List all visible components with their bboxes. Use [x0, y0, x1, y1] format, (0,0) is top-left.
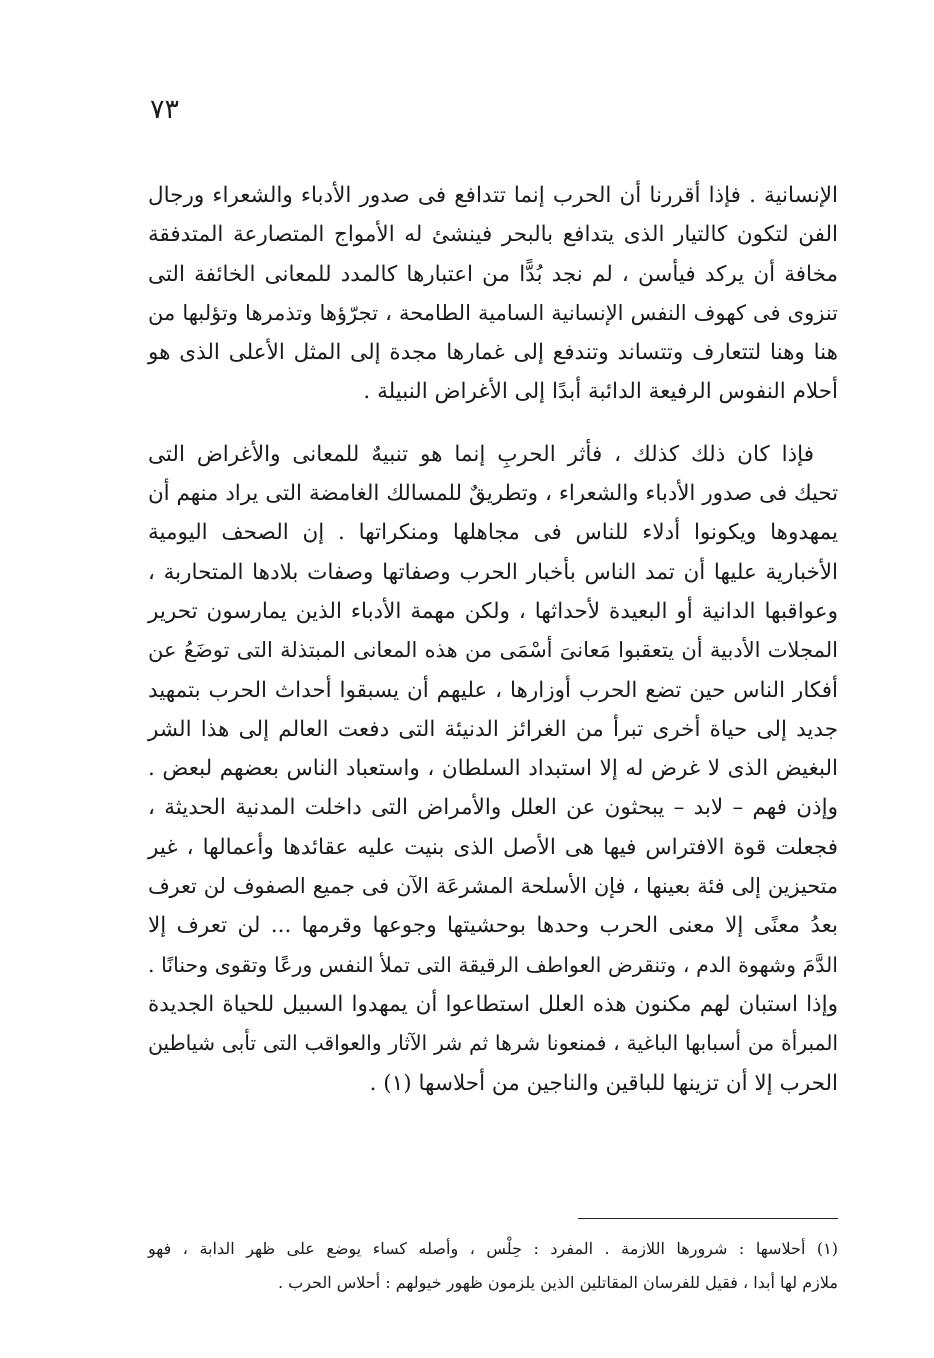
- text-line: فجعلت قوة الافتراس فيها هى الأصل الذى بنيت عليه عقائدها وأعمالها ، غير: [148, 834, 838, 860]
- text-line: وإذن فهم – لابد – يبحثون عن العلل والأمراض التى داخلت المدنية الحديثة ،: [148, 795, 838, 821]
- text-line: جديد إلى حياة أخرى تبرأ من الغرائز الدنيئة التى دفعت العالم إلى هذا الشر: [148, 716, 838, 742]
- footnote-line: ملازم لها أبدا ، فقيل للفرسان المقاتلين الذين يلزمون ظهور خيولهم : أحلاس الحرب .: [277, 1273, 838, 1292]
- text-line: البغيض الذى لا غرض له إلا استبداد السلطان ، واستعباد الناس بعضهم لبعض .: [148, 756, 838, 782]
- text-line: الفن لتكون كالتيار الذى يتدافع بالبحر فينشئ له الأمواج المتصارعة المتدفقة: [148, 222, 838, 248]
- text-line: وإذا استبان لهم مكنون هذه العلل استطاعوا أن يمهدوا السبيل للحياة الجديدة: [148, 991, 838, 1017]
- text-line: الدَّمَ وشهوة الدم ، وتنقرض العواطف الرقيقة التى تملأ النفس ورعًا وتقوى وحنانًا .: [148, 952, 838, 977]
- text-line: بعدُ معنًى إلا معنى الحرب وحدها بوحشيتها وجوعها وقرمها ... لن تعرف إلا: [148, 913, 838, 939]
- text-line: المبرأة من أسبابها الباغية ، فمنعونا شرها ثم شر الآثار والعواقب التى تأبى شياطين: [148, 1031, 838, 1056]
- text-line: أفكار الناس حين تضع الحرب أوزارها ، عليهم أن يسبقوا أحداث الحرب بتمهيد: [148, 677, 838, 703]
- text-line: فإذا كان ذلك كذلك ، فأثر الحربِ إنما هو تنبيهٌ للمعانى والأغراض التى: [148, 441, 814, 467]
- text-line: المجلات الأدبية أن يتعقبوا مَعانىَ أسْمَى من هذه المعانى المبتذلة التى توضَعُ عن: [148, 638, 838, 663]
- text-line: أحلام النفوس الرفيعة الدائبة أبدًا إلى الأغراض النبيلة .: [363, 379, 838, 405]
- text-line: الإنسانية . فإذا أقررنا أن الحرب إنما تتدافع فى صدور الأدباء والشعراء ورجال: [148, 183, 838, 208]
- text-line: تحيك فى صدور الأدباء والشعراء ، وتطريقٌ للمسالك الغامضة التى يراد منهم أن: [148, 481, 838, 507]
- footnote-line: (١) أحلاسها : شرورها اللازمة . المفرد : حِلْس ، وأصله كساء يوضع على ظهر الدابة ، فهو: [148, 1239, 838, 1258]
- footnote: [148, 1232, 838, 1300]
- paragraph-1: [148, 176, 838, 412]
- text-line: متحيزين إلى فئة بعينها ، فإن الأسلحة المشرعَة الآن فى جميع الصفوف لن تعرف: [148, 874, 838, 899]
- body-text: [148, 176, 838, 1103]
- paragraph-2: [148, 435, 838, 1103]
- text-line: تنزوى فى كهوف النفس الإنسانية السامية الطامحة ، تجرّؤها وتذمرها وتؤلبها من: [148, 300, 838, 325]
- page-number: ٧٣: [150, 94, 180, 125]
- text-line: يمهدوها ويكونوا أدلاء للناس فى مجاهلها ومنكراتها . إن الصحف اليومية: [148, 520, 838, 546]
- text-line: هنا وهنا لتتعارف وتتساند وتندفع إلى غمارها مجدة إلى المثل الأعلى الذى هو: [148, 340, 838, 366]
- footnote-divider: [578, 1218, 838, 1219]
- text-line: الأخبارية عليها أن تمد الناس بأخبار الحرب وصفاتها وصفات بلادها المتحاربة ،: [148, 559, 838, 585]
- text-line: وعواقبها الدانية أو البعيدة لأحداثها ، ولكن مهمة الأدباء الذين يمارسون تحرير: [148, 598, 838, 624]
- text-line: الحرب إلا أن تزينها للباقين والناجين من أحلاسها (١) .: [369, 1070, 838, 1096]
- text-line: مخافة أن يركد فيأسن ، لم نجد بُدًّا من اعتبارها كالمدد للمعانى الخائفة التى: [148, 261, 838, 287]
